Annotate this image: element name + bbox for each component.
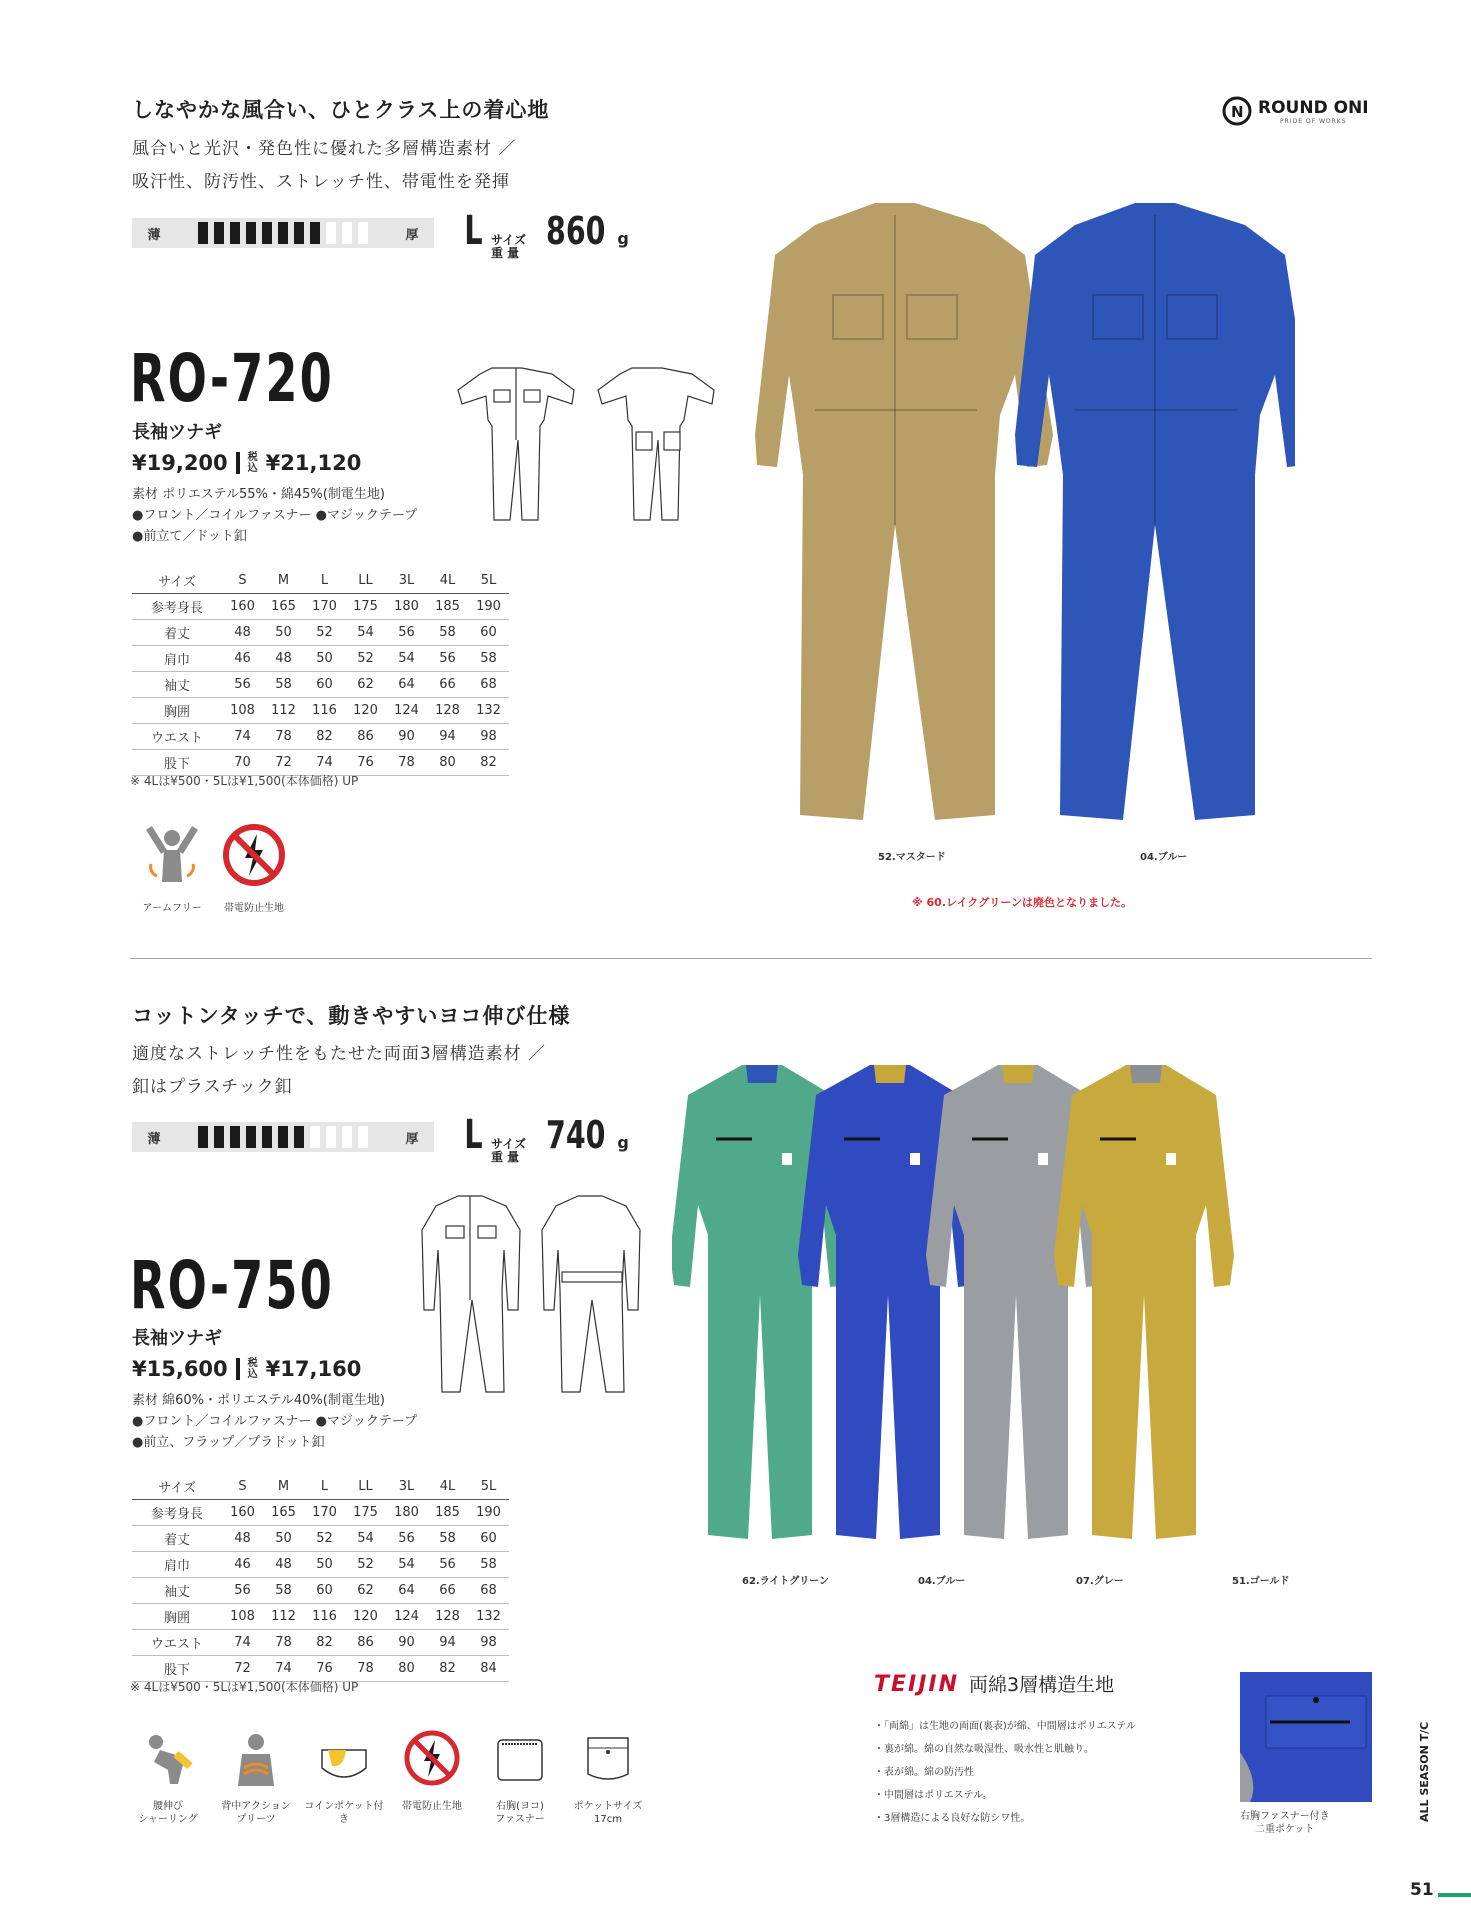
table-cell: 94 [427, 1630, 468, 1656]
table-row [132, 646, 509, 672]
chest-zipper-icon [490, 1728, 550, 1788]
table-cell: 68 [468, 672, 509, 698]
table-cell: 80 [386, 1656, 427, 1682]
table-cell: 82 [427, 1656, 468, 1682]
table-cell: 72 [263, 750, 304, 776]
table-header-row [132, 568, 509, 594]
table-cell: L [304, 568, 345, 594]
table-cell: 180 [386, 1500, 427, 1526]
weight-size-label: サイズ [490, 233, 526, 247]
table-row-label: 参考身長 [132, 1500, 222, 1526]
table-cell: 84 [468, 1656, 509, 1682]
size-note: ※ 4Lは¥500・5Lは¥1,500(本体価格) UP [130, 774, 359, 788]
table-cell: 52 [345, 646, 386, 672]
table-row [132, 1578, 509, 1604]
table-cell: 50 [263, 1526, 304, 1552]
teijin-bullet: ・表が綿。綿の防汚性 [874, 1767, 974, 1778]
table-cell: 58 [263, 672, 304, 698]
table-cell: 64 [386, 672, 427, 698]
table-row-label: 肩巾 [132, 646, 222, 672]
table-cell: 54 [345, 620, 386, 646]
top-headline: しなやかな風合い、ひとクラス上の着心地 [132, 98, 550, 122]
pocket-size-icon [578, 1728, 638, 1788]
table-cell: 60 [468, 620, 509, 646]
bottom-headline: コットンタッチで、動きやすいヨコ伸び仕様 [132, 1004, 571, 1028]
meter-bars [176, 1126, 390, 1148]
feature-label: ポケットサイズ [573, 1801, 643, 1812]
spec-line-1: ●フロント／コイルファスナー ●マジックテープ [132, 508, 418, 523]
table-cell: 58 [468, 1552, 509, 1578]
table-cell: 165 [263, 1500, 304, 1526]
feature-list [128, 1728, 648, 1826]
table-cell: 66 [427, 672, 468, 698]
table-row-label: 股下 [132, 1656, 222, 1682]
feature-arm-free [132, 820, 212, 915]
table-cell: 50 [304, 646, 345, 672]
discontinued-note: ※ 60.レイクグリーンは廃色となりました。 [912, 896, 1133, 909]
color-label: 04.ブルー [918, 1576, 966, 1587]
table-cell: 60 [304, 1578, 345, 1604]
teijin-bullet: ・3層構造による良好な防シワ性。 [874, 1813, 1031, 1824]
top-weight [462, 208, 629, 260]
top-thickness-meter [132, 218, 434, 248]
product-price [132, 1357, 361, 1381]
price-base: ¥19,200 [132, 451, 228, 475]
table-cell: 74 [222, 724, 263, 750]
table-cell: 3L [386, 1474, 427, 1500]
table-cell: 46 [222, 1552, 263, 1578]
feature-label: 帯電防止生地 [402, 1801, 462, 1812]
feature-antistatic [214, 820, 294, 915]
weight-weight-label: 重 量 [490, 246, 520, 260]
feature-label: 帯電防止生地 [224, 903, 284, 914]
brand-logo-mark [1222, 96, 1252, 126]
feature-label: 17cm [594, 1814, 622, 1825]
table-cell: L [304, 1474, 345, 1500]
top-subline-1: 風合いと光沢・発色性に優れた多層構造素材 ／ [132, 139, 517, 159]
coverall-3 [1054, 1065, 1234, 1539]
caption-line: 右胸ファスナー付き [1240, 1811, 1330, 1822]
product-specs [132, 484, 417, 547]
feature-coin-pocket [304, 1728, 384, 1826]
table-cell: 170 [304, 594, 345, 620]
table-row-label: 肩巾 [132, 1552, 222, 1578]
table-cell: 54 [386, 646, 427, 672]
back-pleats-icon [226, 1728, 286, 1788]
table-cell: 58 [263, 1578, 304, 1604]
table-cell: 56 [222, 1578, 263, 1604]
feature-label: 腰伸び [153, 1801, 183, 1812]
table-cell: 56 [427, 646, 468, 672]
table-cell: 68 [468, 1578, 509, 1604]
table-row [132, 724, 509, 750]
weight-weight-label: 重 量 [490, 1150, 520, 1164]
price-tax-label-1: 税 [247, 1358, 258, 1369]
price-tax-label-2: 込 [247, 463, 258, 474]
table-cell: 62 [345, 1578, 386, 1604]
table-cell: 78 [345, 1656, 386, 1682]
table-cell: 58 [427, 1526, 468, 1552]
spec-line-2: ●前立、フラップ／プラドット釦 [132, 1435, 325, 1450]
weight-unit: g [617, 229, 629, 248]
table-cell: 58 [468, 646, 509, 672]
table-cell: LL [345, 1474, 386, 1500]
brand-name: ROUND ONI [1258, 97, 1369, 118]
table-cell: 124 [386, 698, 427, 724]
pocket-detail-caption [1240, 1810, 1330, 1836]
table-cell: 4L [427, 568, 468, 594]
table-cell: 160 [222, 1500, 263, 1526]
table-cell: 54 [345, 1526, 386, 1552]
size-table [132, 1474, 509, 1682]
brand-logo [1222, 96, 1369, 126]
feature-label: シャーリング [138, 1814, 198, 1825]
table-cell: 160 [222, 594, 263, 620]
table-cell: 78 [263, 724, 304, 750]
table-cell: 116 [304, 1604, 345, 1630]
feature-label: コインポケット付き [304, 1801, 384, 1825]
teijin-block [874, 1670, 1136, 1830]
table-cell: M [263, 568, 304, 594]
table-cell: 190 [468, 1500, 509, 1526]
table-cell: 78 [263, 1630, 304, 1656]
bottom-weight [462, 1112, 629, 1164]
table-cell: 120 [345, 698, 386, 724]
size-table [132, 568, 509, 776]
table-row [132, 1552, 509, 1578]
table-cell: 74 [263, 1656, 304, 1682]
antistatic-icon [219, 820, 289, 890]
table-cell: 108 [222, 698, 263, 724]
feature-label: プリーツ [236, 1814, 276, 1825]
table-cell: 175 [345, 594, 386, 620]
table-cell: 116 [304, 698, 345, 724]
product-type: 長袖ツナギ [132, 1328, 222, 1349]
table-row-label: 胸囲 [132, 698, 222, 724]
table-row-label: 着丈 [132, 1526, 222, 1552]
feature-label: 右胸(ヨコ) [496, 1801, 544, 1812]
meter-thick-label: 厚 [405, 1131, 419, 1147]
bottom-subline-2: 釦はプラスチック釦 [132, 1077, 293, 1097]
table-row-label: 参考身長 [132, 594, 222, 620]
table-cell: 70 [222, 750, 263, 776]
table-cell: 78 [386, 750, 427, 776]
table-cell: 98 [468, 724, 509, 750]
pocket-detail-photo [1240, 1672, 1372, 1802]
color-label: 04.ブルー [1140, 852, 1188, 863]
svg-text:N: N [1231, 103, 1244, 121]
table-cell: S [222, 1474, 263, 1500]
table-cell: 86 [345, 724, 386, 750]
color-label: 07.グレー [1076, 1576, 1124, 1587]
table-row-label: 股下 [132, 750, 222, 776]
table-cell: LL [345, 568, 386, 594]
spec-material: 素材 ポリエステル55%・綿45%(制電生地) [132, 487, 385, 502]
table-cell: 175 [345, 1500, 386, 1526]
table-cell: 52 [345, 1552, 386, 1578]
product-price [132, 451, 361, 475]
page-number: 51 [1410, 1880, 1434, 1900]
spec-line-1: ●フロント／コイルファスナー ●マジックテープ [132, 1414, 418, 1429]
table-cell: 132 [468, 1604, 509, 1630]
top-subline-2: 吸汗性、防汚性、ストレッチ性、帯電性を発揮 [132, 172, 510, 192]
table-cell: 48 [222, 1526, 263, 1552]
table-cell: 190 [468, 594, 509, 620]
table-row-label: 袖丈 [132, 1578, 222, 1604]
teijin-logo: TEIJIN [874, 1672, 960, 1697]
table-row [132, 620, 509, 646]
arm-free-icon [137, 820, 207, 890]
table-cell: 76 [304, 1656, 345, 1682]
table-cell: 76 [345, 750, 386, 776]
table-cell: 80 [427, 750, 468, 776]
table-cell: 132 [468, 698, 509, 724]
product-photo-top [755, 195, 1295, 825]
table-cell: 108 [222, 1604, 263, 1630]
back-shirring-icon [138, 1728, 198, 1788]
table-cell: 56 [386, 620, 427, 646]
color-label: 62.ライトグリーン [742, 1576, 830, 1587]
bottom-thickness-meter [132, 1122, 434, 1152]
table-cell: 50 [263, 620, 304, 646]
table-cell: 170 [304, 1500, 345, 1526]
table-row [132, 1604, 509, 1630]
table-cell: 128 [427, 1604, 468, 1630]
table-cell: 48 [263, 1552, 304, 1578]
feature-back-pleats [216, 1728, 296, 1826]
table-cell: 86 [345, 1630, 386, 1656]
technical-drawing [452, 360, 742, 530]
table-cell: 165 [263, 594, 304, 620]
price-base: ¥15,600 [132, 1357, 228, 1381]
product-photo-bottom [672, 1055, 1372, 1555]
table-row [132, 698, 509, 724]
feature-antistatic [392, 1728, 472, 1826]
table-cell: 185 [427, 594, 468, 620]
weight-size: L [464, 208, 483, 254]
weight-value: 740 [545, 1113, 606, 1157]
table-row-label: サイズ [132, 568, 222, 594]
table-header-row [132, 1474, 509, 1500]
table-cell: S [222, 568, 263, 594]
feature-chest-zipper [480, 1728, 560, 1826]
table-cell: 94 [427, 724, 468, 750]
table-cell: 52 [304, 620, 345, 646]
antistatic-icon [402, 1728, 462, 1788]
feature-label: アームフリー [142, 903, 202, 914]
technical-drawing [420, 1190, 660, 1400]
table-cell: 120 [345, 1604, 386, 1630]
table-cell: 60 [304, 672, 345, 698]
meter-thin-label: 薄 [147, 1131, 161, 1147]
meter-thin-label: 薄 [147, 227, 161, 243]
table-cell: 66 [427, 1578, 468, 1604]
meter-bars [176, 222, 390, 244]
table-cell: 58 [427, 620, 468, 646]
weight-unit: g [617, 1133, 629, 1152]
table-cell: 46 [222, 646, 263, 672]
table-cell: 48 [263, 646, 304, 672]
table-cell: 56 [427, 1552, 468, 1578]
product-specs [132, 1390, 417, 1453]
table-cell: 82 [304, 724, 345, 750]
table-cell: 128 [427, 698, 468, 724]
table-cell: 64 [386, 1578, 427, 1604]
weight-size-label: サイズ [490, 1137, 526, 1151]
price-tax-label-1: 税 [247, 452, 258, 463]
table-row-label: 胸囲 [132, 1604, 222, 1630]
table-row [132, 672, 509, 698]
side-label: ALL SEASON T/C [1418, 1721, 1431, 1822]
table-cell: 5L [468, 568, 509, 594]
table-row-label: ウエスト [132, 724, 222, 750]
table-cell: 98 [468, 1630, 509, 1656]
table-cell: 54 [386, 1552, 427, 1578]
table-cell: 50 [304, 1552, 345, 1578]
table-cell: 74 [222, 1630, 263, 1656]
table-cell: 124 [386, 1604, 427, 1630]
table-row [132, 1526, 509, 1552]
table-cell: 3L [386, 568, 427, 594]
bottom-subline-1: 適度なストレッチ性をもたせた両面3層構造素材 ／ [132, 1044, 547, 1064]
color-label: 51.ゴールド [1232, 1576, 1290, 1587]
table-row [132, 594, 509, 620]
teijin-bullets [874, 1715, 1136, 1830]
table-cell: 5L [468, 1474, 509, 1500]
table-cell: 56 [222, 672, 263, 698]
meter-thick-label: 厚 [405, 227, 419, 243]
table-cell: 82 [468, 750, 509, 776]
feature-label: 背中アクション [221, 1801, 291, 1812]
table-cell: 112 [263, 1604, 304, 1630]
spec-material: 素材 綿60%・ポリエステル40%(制電生地) [132, 1393, 385, 1408]
table-cell: 52 [304, 1526, 345, 1552]
table-cell: M [263, 1474, 304, 1500]
teijin-bullet: ・裏が綿。綿の自然な吸湿性、吸水性と肌触り。 [874, 1744, 1094, 1755]
table-cell: 90 [386, 724, 427, 750]
size-note: ※ 4Lは¥500・5Lは¥1,500(本体価格) UP [130, 1680, 359, 1694]
teijin-bullet: ・中間層はポリエステル。 [874, 1790, 993, 1801]
section-divider [130, 958, 1372, 959]
coverall-mustard [755, 203, 1053, 820]
table-cell: 60 [468, 1526, 509, 1552]
color-label: 52.マスタード [878, 852, 946, 863]
table-cell: 185 [427, 1500, 468, 1526]
feature-back-shirring [128, 1728, 208, 1826]
brand-tagline: PRIDE OF WORKS [1280, 117, 1347, 125]
price-tax-label-2: 込 [247, 1369, 258, 1380]
table-row-label: 袖丈 [132, 672, 222, 698]
table-row [132, 1500, 509, 1526]
table-cell: 112 [263, 698, 304, 724]
table-cell: 180 [386, 594, 427, 620]
product-type: 長袖ツナギ [132, 422, 222, 443]
table-cell: 90 [386, 1630, 427, 1656]
feature-pocket-size [568, 1728, 648, 1826]
coin-pocket-icon [314, 1728, 374, 1788]
table-cell: 82 [304, 1630, 345, 1656]
table-cell: 62 [345, 672, 386, 698]
product-code: RO-720 [130, 340, 334, 417]
price-with-tax: ¥21,120 [265, 451, 362, 475]
teijin-bullet: ・「両綿」は生地の両面(裏表)が綿、中間層はポリエステル [874, 1721, 1136, 1732]
table-row-label: サイズ [132, 1474, 222, 1500]
weight-size: L [464, 1112, 483, 1158]
caption-line: 二重ポケット [1255, 1824, 1315, 1835]
table-cell: 74 [304, 750, 345, 776]
table-cell: 4L [427, 1474, 468, 1500]
price-with-tax: ¥17,160 [265, 1357, 362, 1381]
spec-line-2: ●前立て／ドット釦 [132, 529, 247, 544]
table-cell: 48 [222, 620, 263, 646]
weight-value: 860 [545, 209, 606, 253]
teijin-title: 両綿3層構造生地 [969, 1674, 1115, 1696]
table-row [132, 1630, 509, 1656]
feature-label: ファスナー [495, 1814, 545, 1825]
table-row-label: 着丈 [132, 620, 222, 646]
product-code: RO-750 [130, 1247, 334, 1324]
table-cell: 72 [222, 1656, 263, 1682]
page-accent-bar [1438, 1893, 1471, 1897]
table-cell: 56 [386, 1526, 427, 1552]
table-row-label: ウエスト [132, 1630, 222, 1656]
